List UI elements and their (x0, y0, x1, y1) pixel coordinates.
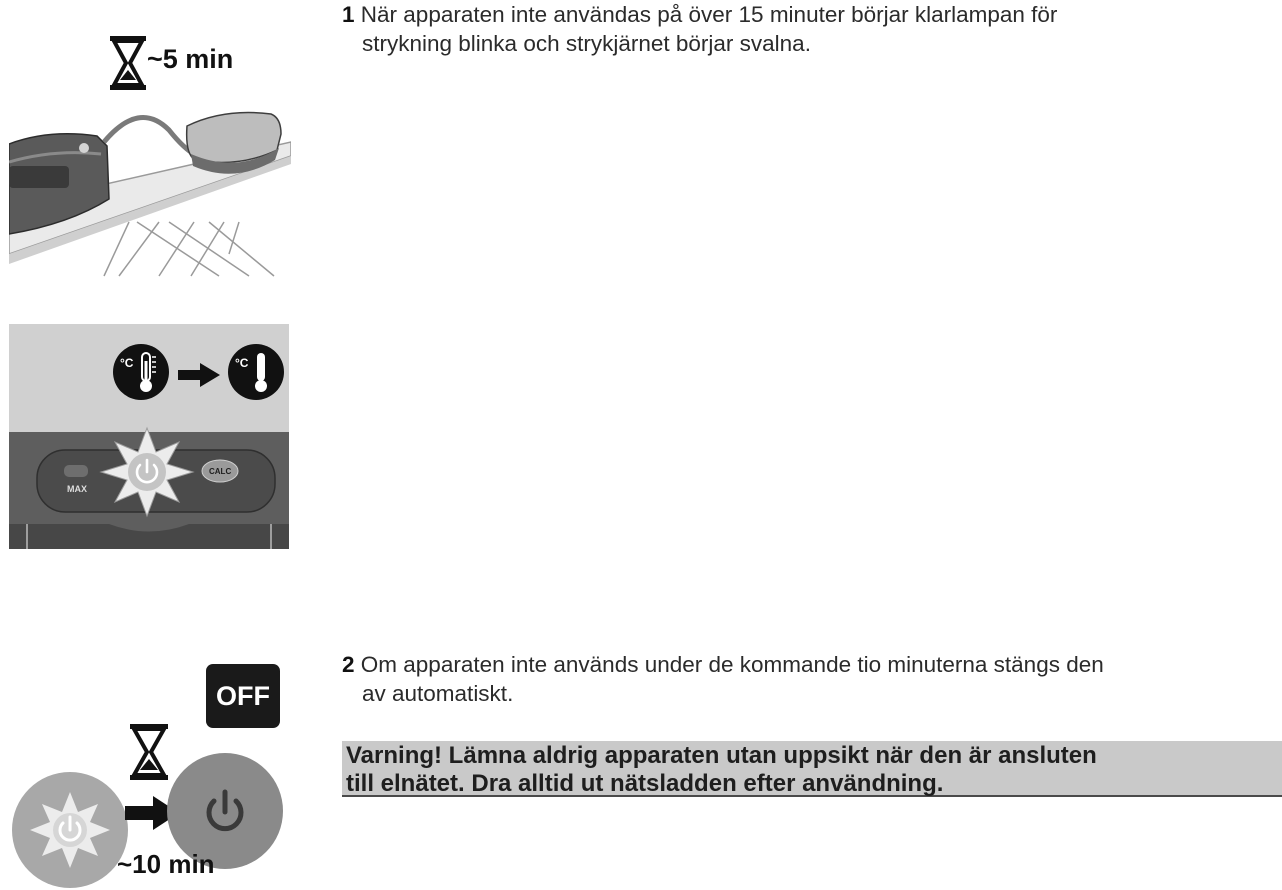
step-2-number: 2 (342, 652, 355, 677)
temp-unit-label: °C (235, 356, 249, 370)
step-1-number: 1 (342, 2, 355, 27)
iron-on-board-illustration (9, 104, 291, 280)
step-1 (342, 0, 1272, 58)
step-1-text-line-1: När apparaten inte användas på över 15 minuter börjar klarlampan för (360, 2, 1058, 27)
time-label-10-min: ~10 min (117, 849, 215, 879)
temp-unit-label: °C (120, 356, 134, 370)
warning-line-2: till elnätet. Dra alltid ut nätsladden efter användning. (346, 770, 944, 797)
panel-max-label: MAX (67, 484, 87, 494)
thermometer-cool-icon (227, 343, 285, 401)
hourglass-icon (108, 34, 148, 92)
panel-calc-label: CALC (209, 467, 232, 476)
thermometer-hot-icon (112, 343, 170, 401)
warning-line-1: Varning! Lämna aldrig apparaten utan uppsikt när den är ansluten (346, 742, 1097, 769)
arrow-right-icon (178, 363, 220, 387)
step-2-text-line-2: av automatiskt. (362, 681, 514, 706)
step-2-text-line-1: Om apparaten inte används under de kommande tio minuterna stängs den (360, 652, 1104, 677)
step-2 (342, 650, 1272, 708)
off-badge: OFF (206, 664, 280, 728)
warning-box (342, 741, 1282, 797)
step-1-text-line-2: strykning blinka och strykjärnet börjar svalna. (362, 31, 811, 56)
time-label-5-min: ~5 min (147, 44, 234, 74)
